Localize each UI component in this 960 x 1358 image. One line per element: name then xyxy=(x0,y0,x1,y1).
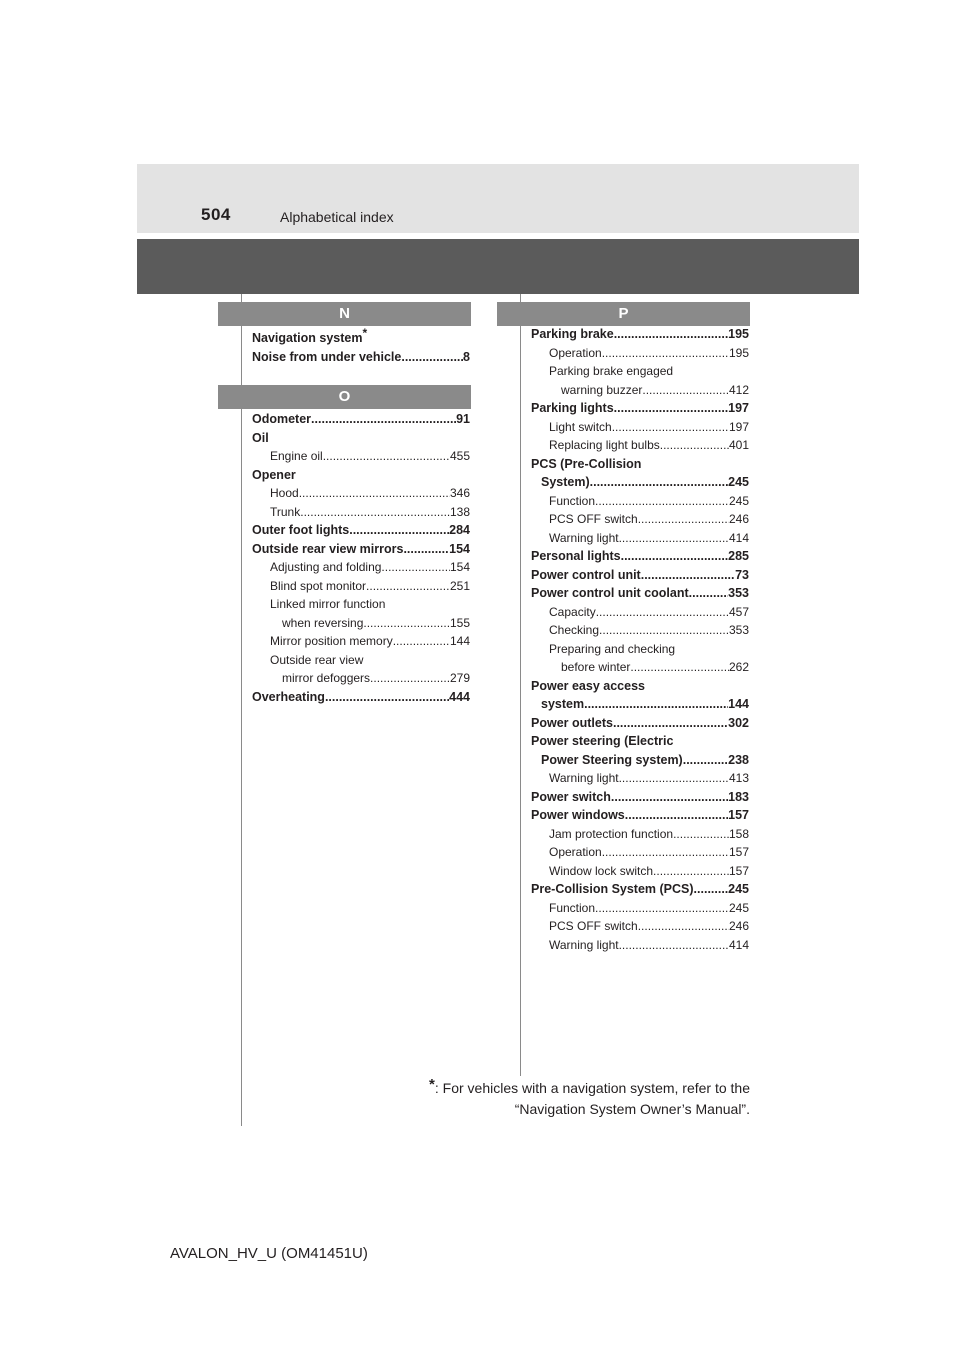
index-entry: Outside rear view mirrors ..... 154 xyxy=(252,540,470,559)
index-entry: Navigation system* xyxy=(252,326,368,345)
document-code: AVALON_HV_U (OM41451U) xyxy=(170,1245,368,1262)
index-subentry: Function ..... 245 xyxy=(531,899,749,918)
index-subentry: Capacity ..... 457 xyxy=(531,603,749,622)
index-entry: Parking lights ..... 197 xyxy=(531,399,749,418)
header-dark-band xyxy=(137,239,859,294)
index-entry: Odometer ..... 91 xyxy=(252,410,470,429)
index-entry: Outer foot lights ..... 284 xyxy=(252,521,470,540)
index-subentry: Mirror position memory ..... 144 xyxy=(252,632,470,651)
index-entry: Power switch ..... 183 xyxy=(531,788,749,807)
section-letter-p: P xyxy=(497,302,750,326)
index-subentry: Engine oil ..... 455 xyxy=(252,447,470,466)
index-subentry: Parking brake engaged xyxy=(549,364,674,378)
index-subentry: Warning light ..... 414 xyxy=(531,529,749,548)
index-entry: Power easy access xyxy=(531,678,645,693)
right-column-rule xyxy=(520,294,521,1076)
index-subentry: Linked mirror function xyxy=(270,597,386,611)
index-subentry-continued: warning buzzer ..... 412 xyxy=(531,381,749,400)
index-subentry: Warning light ..... 413 xyxy=(531,769,749,788)
index-entry: Oil xyxy=(252,430,269,445)
index-entry: Power windows ..... 157 xyxy=(531,806,749,825)
page-number: 504 xyxy=(201,205,231,224)
index-subentry: Operation ..... 157 xyxy=(531,843,749,862)
index-entry: PCS (Pre-Collision xyxy=(531,456,642,471)
index-subentry-continued: before winter ..... 262 xyxy=(531,658,749,677)
index-subentry-continued: when reversing ..... 155 xyxy=(252,614,470,633)
index-subentry: Operation ..... 195 xyxy=(531,344,749,363)
footnote xyxy=(429,1078,750,1120)
index-entry-continued: System) ..... 245 xyxy=(531,473,749,492)
index-subentry: Light switch ..... 197 xyxy=(531,418,749,437)
index-subentry: Window lock switch ..... 157 xyxy=(531,862,749,881)
index-subentry: Function ..... 245 xyxy=(531,492,749,511)
index-entry: Personal lights ..... 285 xyxy=(531,547,749,566)
left-column-rule xyxy=(241,294,242,1126)
section-n-entries xyxy=(252,326,470,366)
index-subentry: Checking ..... 353 xyxy=(531,621,749,640)
index-subentry: Preparing and checking xyxy=(549,641,676,656)
header-band xyxy=(137,164,859,233)
index-entry: Pre-Collision System (PCS) ..... 245 xyxy=(531,880,749,899)
index-subentry: Blind spot monitor ..... 251 xyxy=(252,577,470,596)
index-entry: Power steering (Electric xyxy=(531,734,674,748)
index-subentry: Trunk ..... 138 xyxy=(252,503,470,522)
index-entry: Power outlets ..... 302 xyxy=(531,714,749,733)
page-title: Alphabetical index xyxy=(280,209,394,225)
index-entry-continued: Power Steering system) ..... 238 xyxy=(531,751,749,770)
section-letter-n: N xyxy=(218,302,471,326)
footnote-line-1: *: For vehicles with a navigation system, refer to the xyxy=(429,1076,750,1096)
index-subentry: Hood ..... 346 xyxy=(252,484,470,503)
index-subentry: Warning light ..... 414 xyxy=(531,936,749,955)
footnote-asterisk: * xyxy=(429,1076,435,1093)
index-subentry: PCS OFF switch ..... 246 xyxy=(531,510,749,529)
index-subentry: PCS OFF switch ..... 246 xyxy=(531,917,749,936)
index-entry: Opener xyxy=(252,467,296,482)
index-subentry: Jam protection function ..... 158 xyxy=(531,825,749,844)
index-subentry: Adjusting and folding ..... 154 xyxy=(252,558,470,577)
section-o-entries xyxy=(252,410,470,706)
index-entry: Parking brake ..... 195 xyxy=(531,325,749,344)
index-entry: Power control unit ..... 73 xyxy=(531,566,749,585)
index-entry-continued: system ..... 144 xyxy=(531,695,749,714)
index-subentry: Replacing light bulbs ..... 401 xyxy=(531,436,749,455)
index-entry: Noise from under vehicle ..... 8 xyxy=(252,348,470,367)
index-subentry: Outside rear view xyxy=(270,652,364,667)
index-entry: Overheating ..... 444 xyxy=(252,688,470,707)
section-p-entries xyxy=(531,325,749,954)
section-letter-o: O xyxy=(218,385,471,409)
index-entry: Power control unit coolant ..... 353 xyxy=(531,584,749,603)
index-subentry-continued: mirror defoggers ..... 279 xyxy=(252,669,470,688)
footnote-line-2: “Navigation System Owner’s Manual”. xyxy=(514,1101,750,1117)
